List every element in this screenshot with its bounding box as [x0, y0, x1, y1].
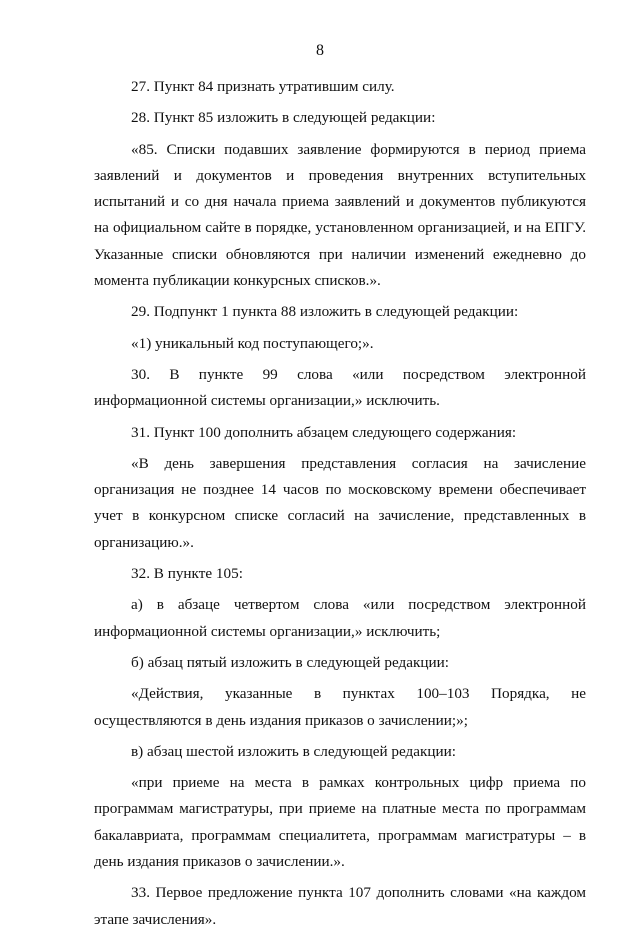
paragraph-32-a: а) в абзаце четвертом слова «или посредством электронной информационной системы организации,» исключить; — [94, 596, 586, 640]
page-number: 8 — [316, 42, 324, 59]
paragraph-32-b-quote: «Действия, указанные в пунктах 100–103 Порядка, не осуществляются в день издания приказов о зачислении;»; — [94, 685, 586, 729]
document-body — [94, 74, 586, 933]
paragraph-32: 32. В пункте 105: — [131, 565, 243, 583]
paragraph-31-quote: «В день завершения представления согласия на зачисление организация не позднее 14 часов по московскому времени обеспечивает учет в конкурсном списке согласий на зачисление, представленных в организацию.». — [94, 454, 586, 551]
paragraph-28: 28. Пункт 85 изложить в следующей редакции: — [131, 109, 436, 127]
paragraph-27: 27. Пункт 84 признать утратившим силу. — [131, 78, 395, 95]
paragraph-32-b: б) абзац пятый изложить в следующей редакции: — [131, 653, 449, 671]
paragraph-29: 29. Подпункт 1 пункта 88 изложить в следующей редакции: — [131, 303, 519, 321]
paragraph-33: 33. Первое предложение пункта 107 дополнить словами «на каждом этапе зачисления». — [94, 884, 586, 928]
paragraph-28-quote: «85. Списки подавших заявление формируются в период приема заявлений и документов и проведения внутренних вступительных испытаний и со дня начала приема заявлений и документов публикуются на официальном сайте в порядке, установленном организацией, и на ЕПГУ. Указанные списки обновляются при наличии изменений ежедневно до момента публикации конкурсных списков.». — [94, 140, 586, 290]
paragraph-32-c-quote: «при приеме на места в рамках контрольных цифр приема по программам магистратуры, при приеме на платные места по программам бакалавриата, программам специалитета, программам магистратуры – в день издания приказов о зачислении.». — [94, 774, 586, 871]
paragraph-31: 31. Пункт 100 дополнить абзацем следующего содержания: — [131, 423, 517, 441]
paragraph-30: 30. В пункте 99 слова «или посредством электронной информационной системы организации,» исключить. — [94, 365, 586, 410]
paragraph-32-c: в) абзац шестой изложить в следующей редакции: — [131, 742, 457, 760]
paragraph-29-quote: «1) уникальный код поступающего;». — [131, 334, 374, 352]
